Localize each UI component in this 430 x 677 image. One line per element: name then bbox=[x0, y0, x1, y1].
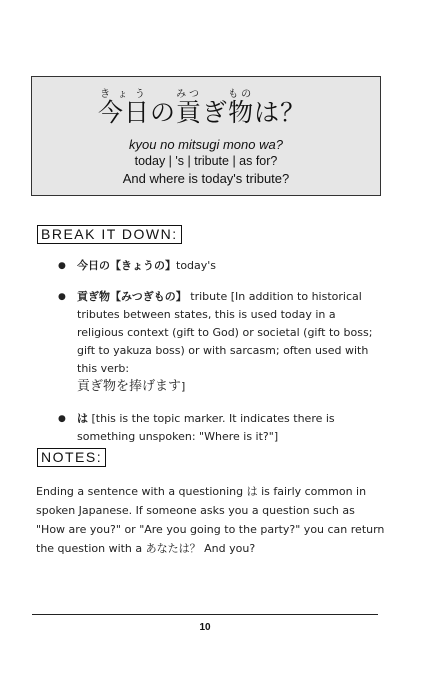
breakdown-heading: BREAK IT DOWN: bbox=[37, 225, 182, 244]
notes-heading: NOTES: bbox=[37, 448, 106, 467]
breakdown-list bbox=[58, 257, 378, 446]
page-number: 10 bbox=[199, 622, 211, 633]
translation: And where is today's tribute? bbox=[122, 171, 290, 186]
notes-paragraph: Ending a sentence with a questioning は is fairly common in spoken Japanese. If someone asks you a question such as "How are you?" or "Are you going to the party?" you can return the question with a あなたは？ And you? bbox=[36, 485, 385, 555]
example-phrase: 貢ぎ物を捧げます bbox=[77, 379, 182, 394]
ruby-mitsu: 貢みつ bbox=[176, 89, 203, 127]
ruby-kyou: 今日きょう bbox=[98, 89, 151, 127]
list-item: ● 今日の【きょうの】today's bbox=[58, 257, 378, 275]
footer-rule bbox=[32, 614, 378, 615]
japanese-phrase: 今日きょうの貢みつぎ物ものは？ bbox=[98, 89, 307, 127]
gloss: today | 's | tribute | as for? bbox=[134, 154, 278, 168]
list-item: ● 貢ぎ物【みつぎもの】 tribute [In addition to historical tributes between states, this is used today in a religious context (gift to God) or societal (gift to boss; gift to yakuza boss) or with sarcasm; often used with this verb: 貢ぎ物を捧げます] bbox=[58, 288, 378, 396]
romaji: kyou no mitsugi mono wa? bbox=[129, 137, 283, 152]
phrase-box bbox=[31, 76, 381, 196]
ruby-mono: 物もの bbox=[228, 89, 255, 127]
list-item: ● は [this is the topic marker. It indicates there is something unspoken: "Where is it?"] bbox=[58, 410, 378, 446]
